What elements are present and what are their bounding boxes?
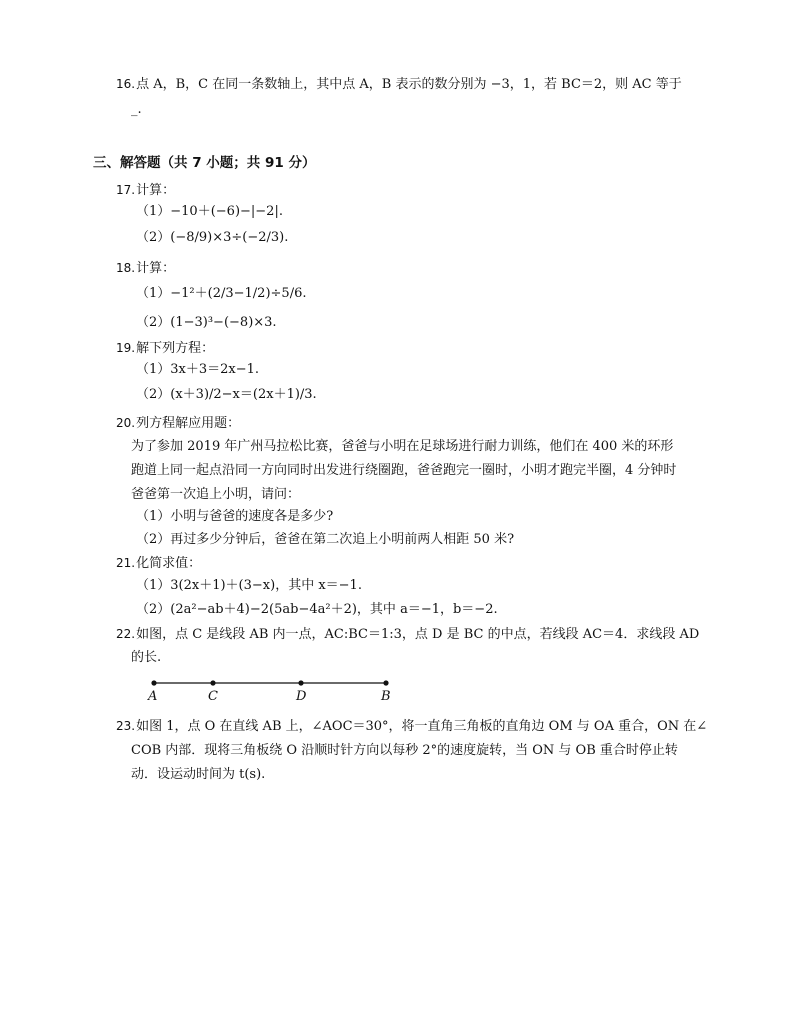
- question-number: 17.: [116, 183, 136, 197]
- q20-part1: （1）小明与爸爸的速度各是多少?: [136, 509, 334, 524]
- question-text: 如图 1，点 O 在直线 AB 上，∠AOC＝30°，将一直角三角板的直角边 OM 与 OA 重合，ON 在∠: [136, 719, 708, 734]
- question-stem: 计算：: [136, 261, 176, 276]
- q17-part2: （2）(−8/9)×3÷(−2/3).: [136, 230, 289, 245]
- q18-part1: （1）−1²＋(2/3−1/2)÷5/6.: [136, 286, 307, 301]
- q22-line2: 的长.: [131, 650, 162, 665]
- question-18: [116, 258, 175, 279]
- answer-blank: [131, 100, 142, 120]
- question-number: 19.: [116, 341, 136, 355]
- question-number: 22.: [116, 627, 136, 641]
- q18-part2: （2）(1−3)³−(−8)×3.: [136, 315, 277, 330]
- question-19: [116, 338, 214, 359]
- question-stem: 计算：: [136, 183, 176, 198]
- q20-body-line2: 跑道上同一起点沿同一方向同时出发进行绕圈跑，爸爸跑完一圈时，小明才跑完半圈，4 分钟时: [131, 463, 677, 478]
- question-stem: 化简求值：: [136, 556, 202, 571]
- question-stem: 列方程解应用题：: [136, 416, 241, 431]
- q23-line2: COB 内部．现将三角板绕 O 沿顺时针方向以每秒 2°的速度旋转，当 ON 与 OB 重合时停止转: [131, 743, 678, 758]
- point-b: [383, 680, 388, 685]
- q19-part1: （1）3x＋3＝2x−1.: [136, 362, 260, 377]
- label-c: C: [208, 689, 218, 704]
- point-d: [298, 680, 303, 685]
- q20-body-line1: 为了参加 2019 年广州马拉松比赛，爸爸与小明在足球场进行耐力训练，他们在 400 米的环形: [131, 439, 674, 454]
- question-text: 点 A，B，C 在同一条数轴上，其中点 A，B 表示的数分别为 −3，1，若 BC＝2，则 AC 等于: [136, 77, 682, 92]
- question-stem: 解下列方程：: [136, 341, 215, 356]
- segment-svg: [140, 672, 400, 704]
- question-20: [116, 413, 240, 434]
- question-number: 21.: [116, 556, 136, 570]
- q19-part2: （2）(x＋3)/2−x＝(2x＋1)/3.: [136, 387, 317, 402]
- question-text: 如图，点 C 是线段 AB 内一点，AC:BC＝1:3，点 D 是 BC 的中点，若线段 AC＝4．求线段 AD: [136, 627, 700, 642]
- q20-body-line3: 爸爸第一次追上小明，请问：: [131, 487, 301, 502]
- question-16: [116, 74, 682, 95]
- q21-part2: （2）(2a²−ab＋4)−2(5ab−4a²＋2)，其中 a＝−1，b＝−2.: [136, 602, 498, 617]
- q21-part1: （1）3(2x＋1)＋(3−x)，其中 x＝−1.: [136, 578, 362, 593]
- question-number: 20.: [116, 416, 136, 430]
- question-22: [116, 624, 699, 645]
- question-number: 23.: [116, 719, 136, 733]
- question-21: [116, 553, 201, 574]
- label-d: D: [296, 689, 307, 704]
- q17-part1: （1）−10＋(−6)−|−2|.: [136, 204, 283, 219]
- point-c: [210, 680, 215, 685]
- q23-line3: 动．设运动时间为 t(s).: [131, 767, 266, 782]
- point-a: [151, 680, 156, 685]
- q20-part2: （2）再过多少分钟后，爸爸在第二次追上小明前两人相距 50 米?: [136, 532, 515, 547]
- blank-line: _.: [131, 102, 142, 117]
- question-17: [116, 180, 175, 201]
- label-b: B: [381, 689, 391, 704]
- section-title: 三、解答题（共 7 小题；共 91 分）: [93, 155, 316, 171]
- question-23: [116, 716, 707, 737]
- question-number: 16.: [116, 77, 136, 91]
- label-a: A: [148, 689, 158, 704]
- question-number: 18.: [116, 261, 136, 275]
- segment-diagram: [140, 672, 400, 708]
